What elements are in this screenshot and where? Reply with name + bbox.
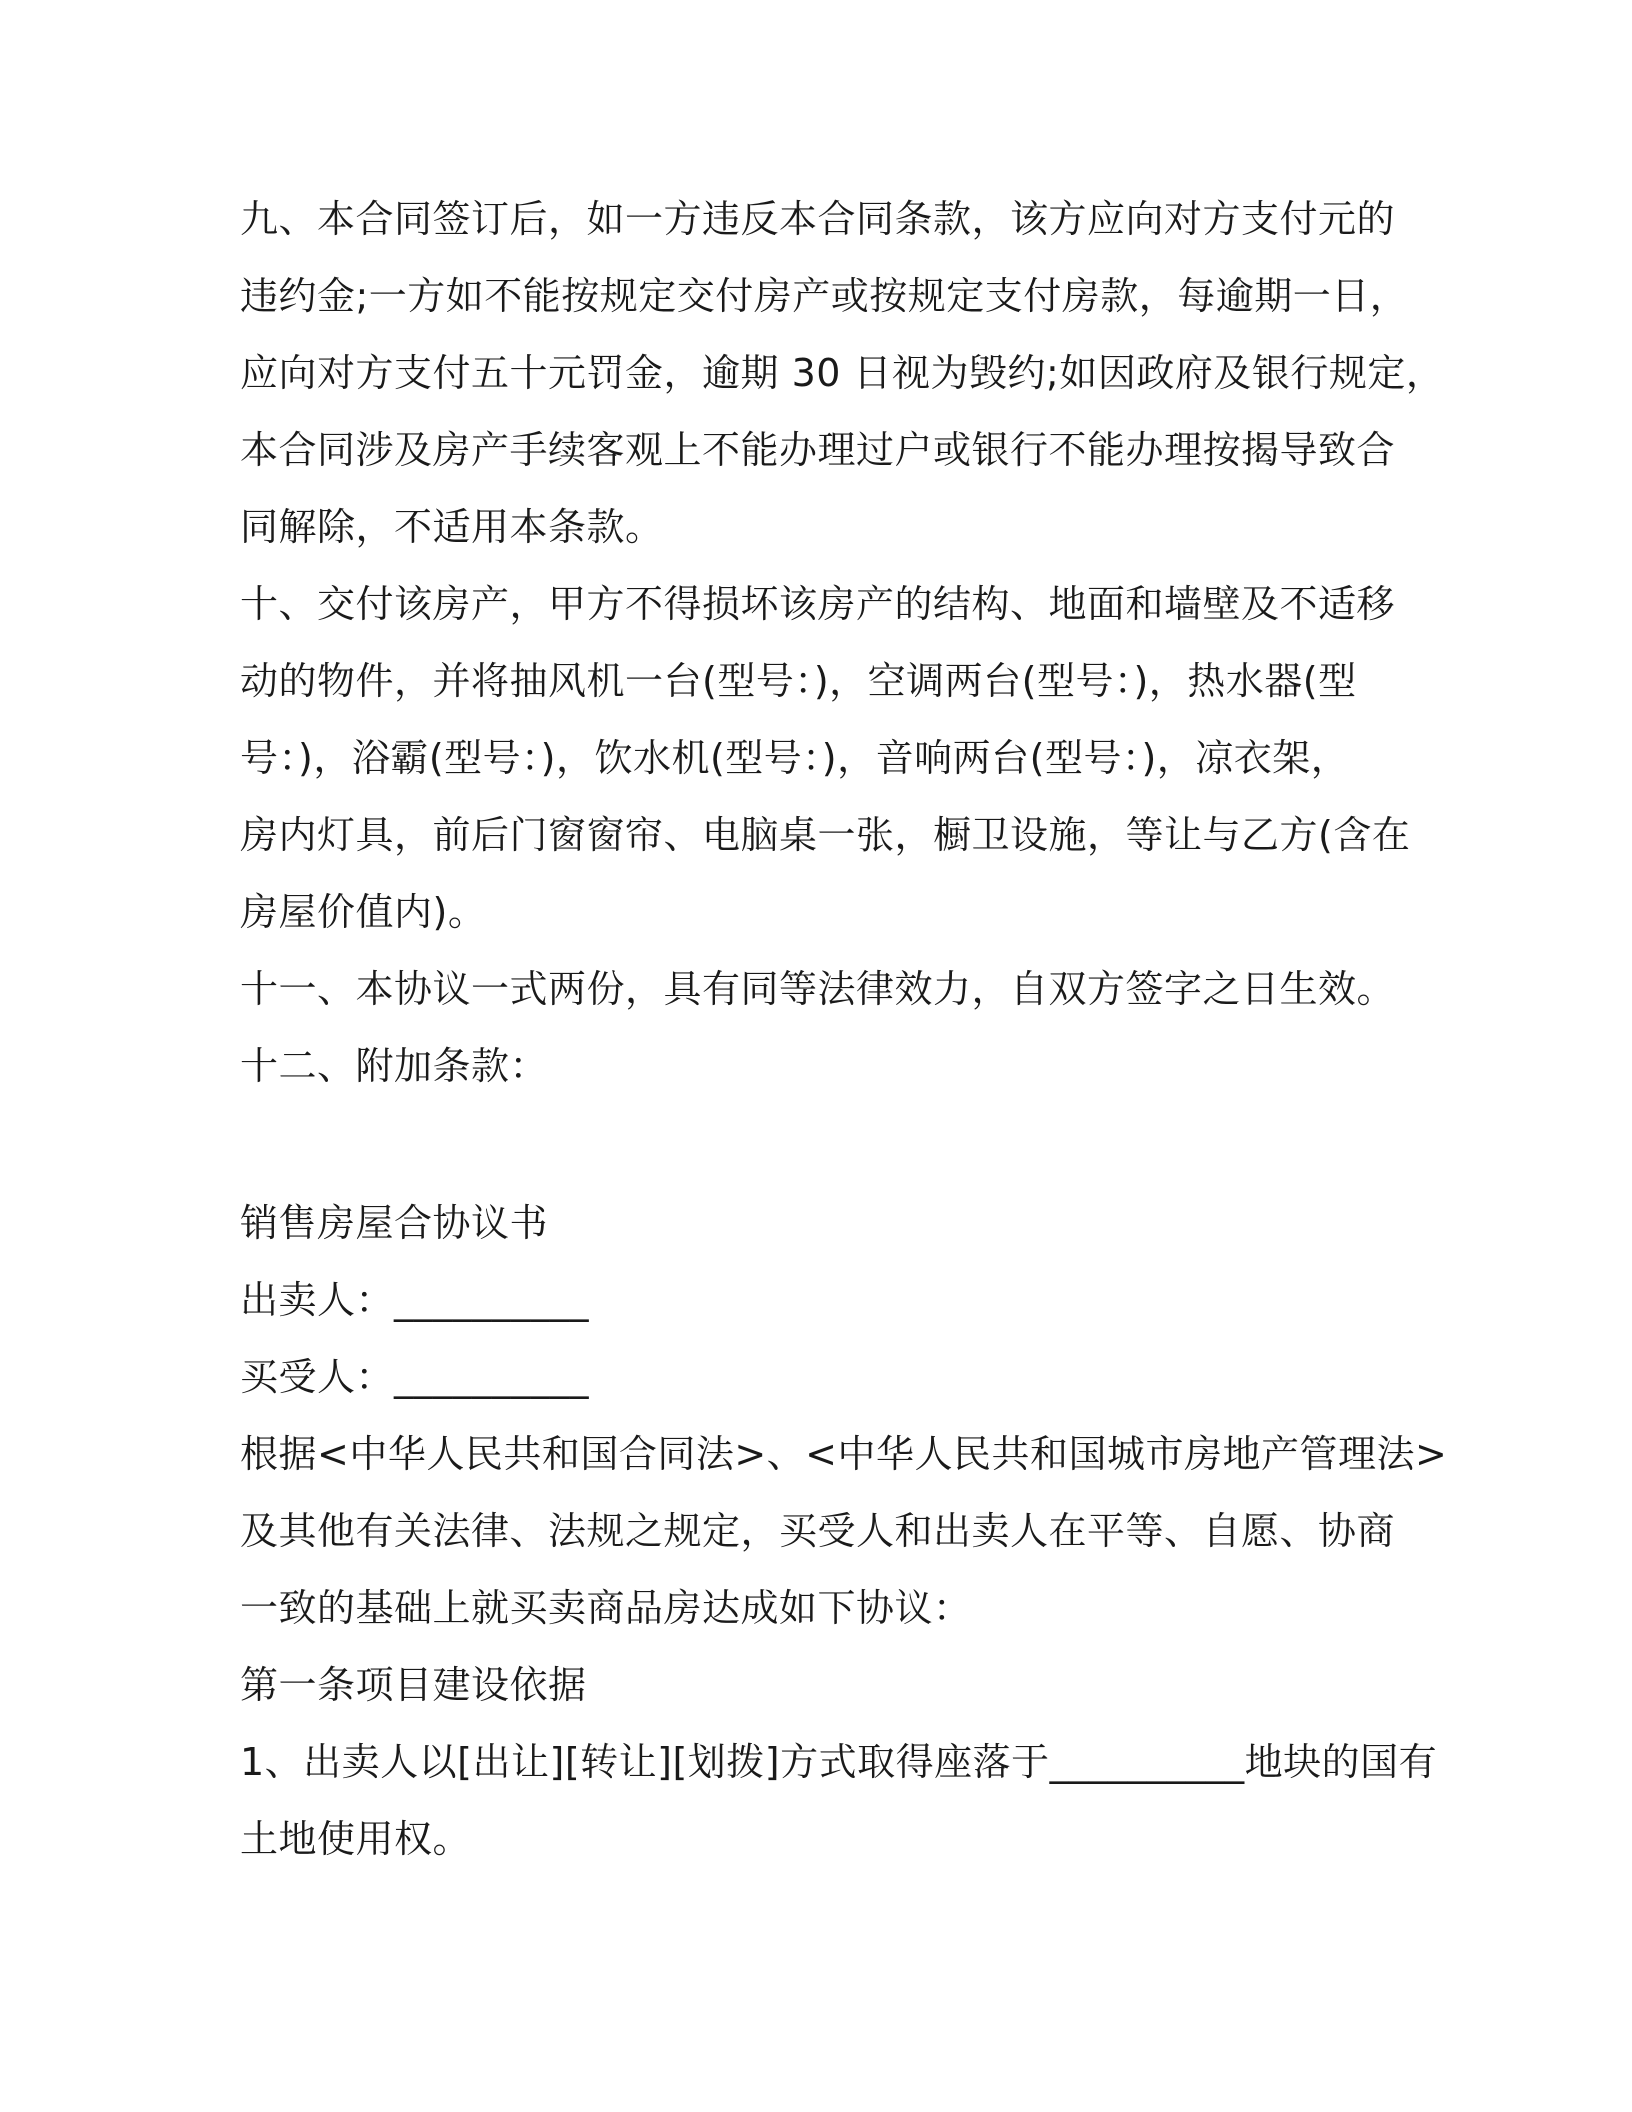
clause-9-line: 九、本合同签订后，如一方违反本合同条款，该方应向对方支付元的 xyxy=(240,197,1396,241)
document-page xyxy=(240,181,1448,1878)
clause-10-line: 号：)，浴霸(型号：)，饮水机(型号：)，音响两台(型号：)，凉衣架， xyxy=(240,736,1350,780)
clause-10 xyxy=(240,566,1411,951)
clause-9-line: 本合同涉及房产手续客观上不能办理过户或银行不能办理按揭导致合 xyxy=(240,428,1396,472)
clause-9-line: 应向对方支付五十元罚金，逾期 30 日视为毁约;如因政府及银行规定， xyxy=(240,351,1445,395)
preamble xyxy=(240,1416,1448,1647)
clause-10-line: 十、交付该房产，甲方不得损坏该房产的结构、地面和墙壁及不适移 xyxy=(240,582,1396,626)
clause-12: 十二、附加条款： xyxy=(240,1044,549,1088)
clause-11: 十一、本协议一式两份，具有同等法律效力，自双方签字之日生效。 xyxy=(240,967,1396,1011)
preamble-line: 根据<中华人民共和国合同法>、<中华人民共和国城市房地产管理法> xyxy=(240,1432,1448,1476)
buyer-field: 买受人：__________ xyxy=(240,1355,590,1399)
section-gap xyxy=(240,1105,1400,1185)
article-1-title: 第一条项目建设依据 xyxy=(240,1663,587,1707)
second-agreement-title: 销售房屋合协议书 xyxy=(240,1201,549,1245)
clause-10-line: 动的物件，并将抽风机一台(型号：)，空调两台(型号：)，热水器(型 xyxy=(240,659,1357,703)
clause-9 xyxy=(240,181,1445,566)
seller-field: 出卖人：__________ xyxy=(240,1278,590,1322)
clause-9-line: 同解除，不适用本条款。 xyxy=(240,505,664,549)
clause-9-line: 违约金;一方如不能按规定交付房产或按规定支付房款，每逾期一日， xyxy=(240,274,1409,318)
article-1-item-1-line: 1、出卖人以[出让][转让][划拨]方式取得座落于__________地块的国有 xyxy=(240,1740,1438,1784)
preamble-line: 一致的基础上就买卖商品房达成如下协议： xyxy=(240,1586,972,1630)
article-1-item-1 xyxy=(240,1724,1438,1878)
preamble-line: 及其他有关法律、法规之规定，买受人和出卖人在平等、自愿、协商 xyxy=(240,1509,1396,1553)
clause-10-line: 房内灯具，前后门窗窗帘、电脑桌一张，橱卫设施，等让与乙方(含在 xyxy=(240,813,1411,857)
article-1-item-1-line: 土地使用权。 xyxy=(240,1817,472,1861)
clause-10-line: 房屋价值内)。 xyxy=(240,890,487,934)
